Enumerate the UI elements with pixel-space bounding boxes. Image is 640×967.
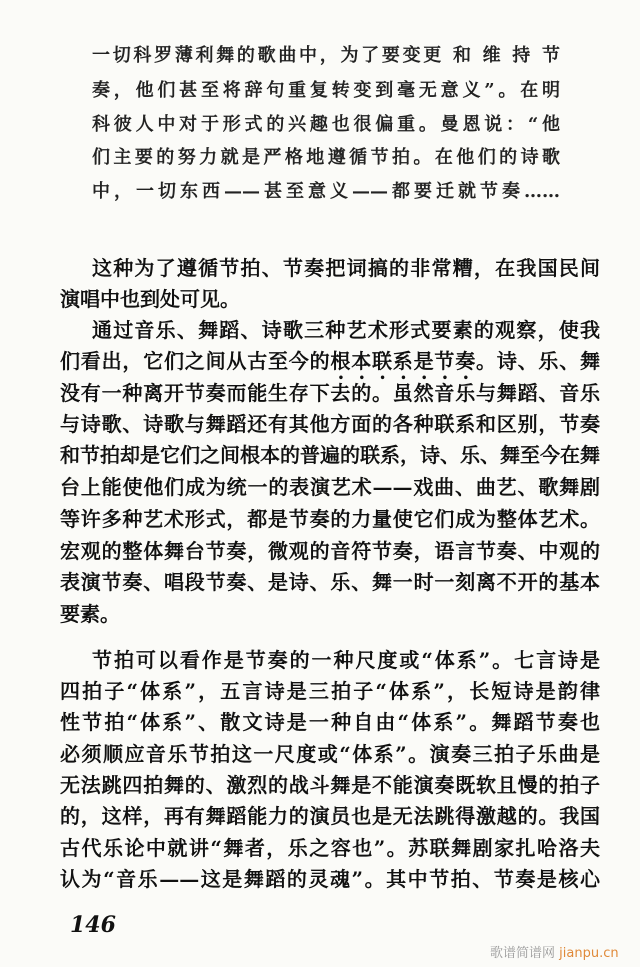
body-line [60, 348, 600, 384]
body-line: 性节拍“体系”、散文诗是一种自由“体系”。舞蹈节奏也 [60, 710, 600, 734]
page-number: 146 [70, 912, 116, 938]
body-line: 演唱中也到处可见。 [60, 287, 240, 311]
body-text-span: 们看出，它们之间从古至今的 [60, 349, 331, 373]
body-line: 等许多种艺术形式，都是节奏的力量使它们成为整体艺术。 [60, 507, 600, 531]
body-line: 要素。 [60, 602, 120, 626]
body-line: 认为“音乐——这是舞蹈的灵魂”。其中节拍、节奏是核心 [60, 867, 600, 891]
body-line: 古代乐论中就讲“舞者，乐之容也”。苏联舞剧家扎哈洛夫 [60, 836, 600, 860]
body-line: 宏观的整体舞台节奏，微观的音符节奏，语言节奏、中观的 [60, 539, 600, 563]
quote-line: 奏，他们甚至将辞句重复转变到毫无意义”。在明 [92, 80, 560, 101]
body-line: 四拍子“体系”，五言诗是三拍子“体系”，长短诗是韵律 [60, 679, 600, 703]
body-line: 节拍可以看作是节奏的一种尺度或“体系”。七言诗是 [92, 648, 600, 672]
quote-line: 一切科罗薄利舞的歌曲中，为了要变更 和 维 持 节 [92, 45, 560, 66]
body-line: 无法跳四拍舞的、激烈的战斗舞是不能演奏既软且慢的拍子 [60, 773, 600, 797]
body-line: 表演节奏、唱段节奏、是诗、乐、舞一时一刻离不开的基本 [60, 570, 600, 594]
quote-line: 科彼人中对于形式的兴趣也很偏重。曼恩说：“他 [92, 114, 560, 135]
body-line: 这种为了遵循节拍、节奏把词搞的非常糟，在我国民间 [92, 256, 600, 280]
watermark-text: 歌谱简谱网 [490, 946, 556, 961]
quote-line: 中，一切东西——甚至意义——都要迁就节奏…… [92, 181, 560, 202]
watermark-domain: jianpu.cn [559, 946, 619, 961]
body-line: 的，这样，再有舞蹈能力的演员也是无法跳得激越的。我国 [60, 804, 600, 828]
body-text-span: 。诗、乐、舞 [476, 349, 601, 373]
body-line: 和节拍却是它们之间根本的普遍的联系，诗、乐、舞至今在舞 [60, 443, 600, 467]
body-line: 没有一种离开节奏而能生存下去的。虽然音乐与舞蹈、音乐 [60, 381, 600, 405]
body-line: 台上能使他们成为统一的表演艺术——戏曲、曲艺、歌舞剧 [60, 475, 600, 499]
quote-line: 们主要的努力就是严格地遵循节拍。在他们的诗歌 [92, 147, 560, 168]
body-line: 通过音乐、舞蹈、诗歌三种艺术形式要素的观察，使我 [92, 318, 600, 342]
watermark [490, 942, 630, 961]
body-line: 必须顺应音乐节拍这一尺度或“体系”。演奏三拍子乐曲是 [60, 742, 600, 766]
body-line: 与诗歌、诗歌与舞蹈还有其他方面的各种联系和区别，节奏 [60, 412, 600, 436]
emphasized-text: 根本联系是节奏 [330, 349, 477, 373]
